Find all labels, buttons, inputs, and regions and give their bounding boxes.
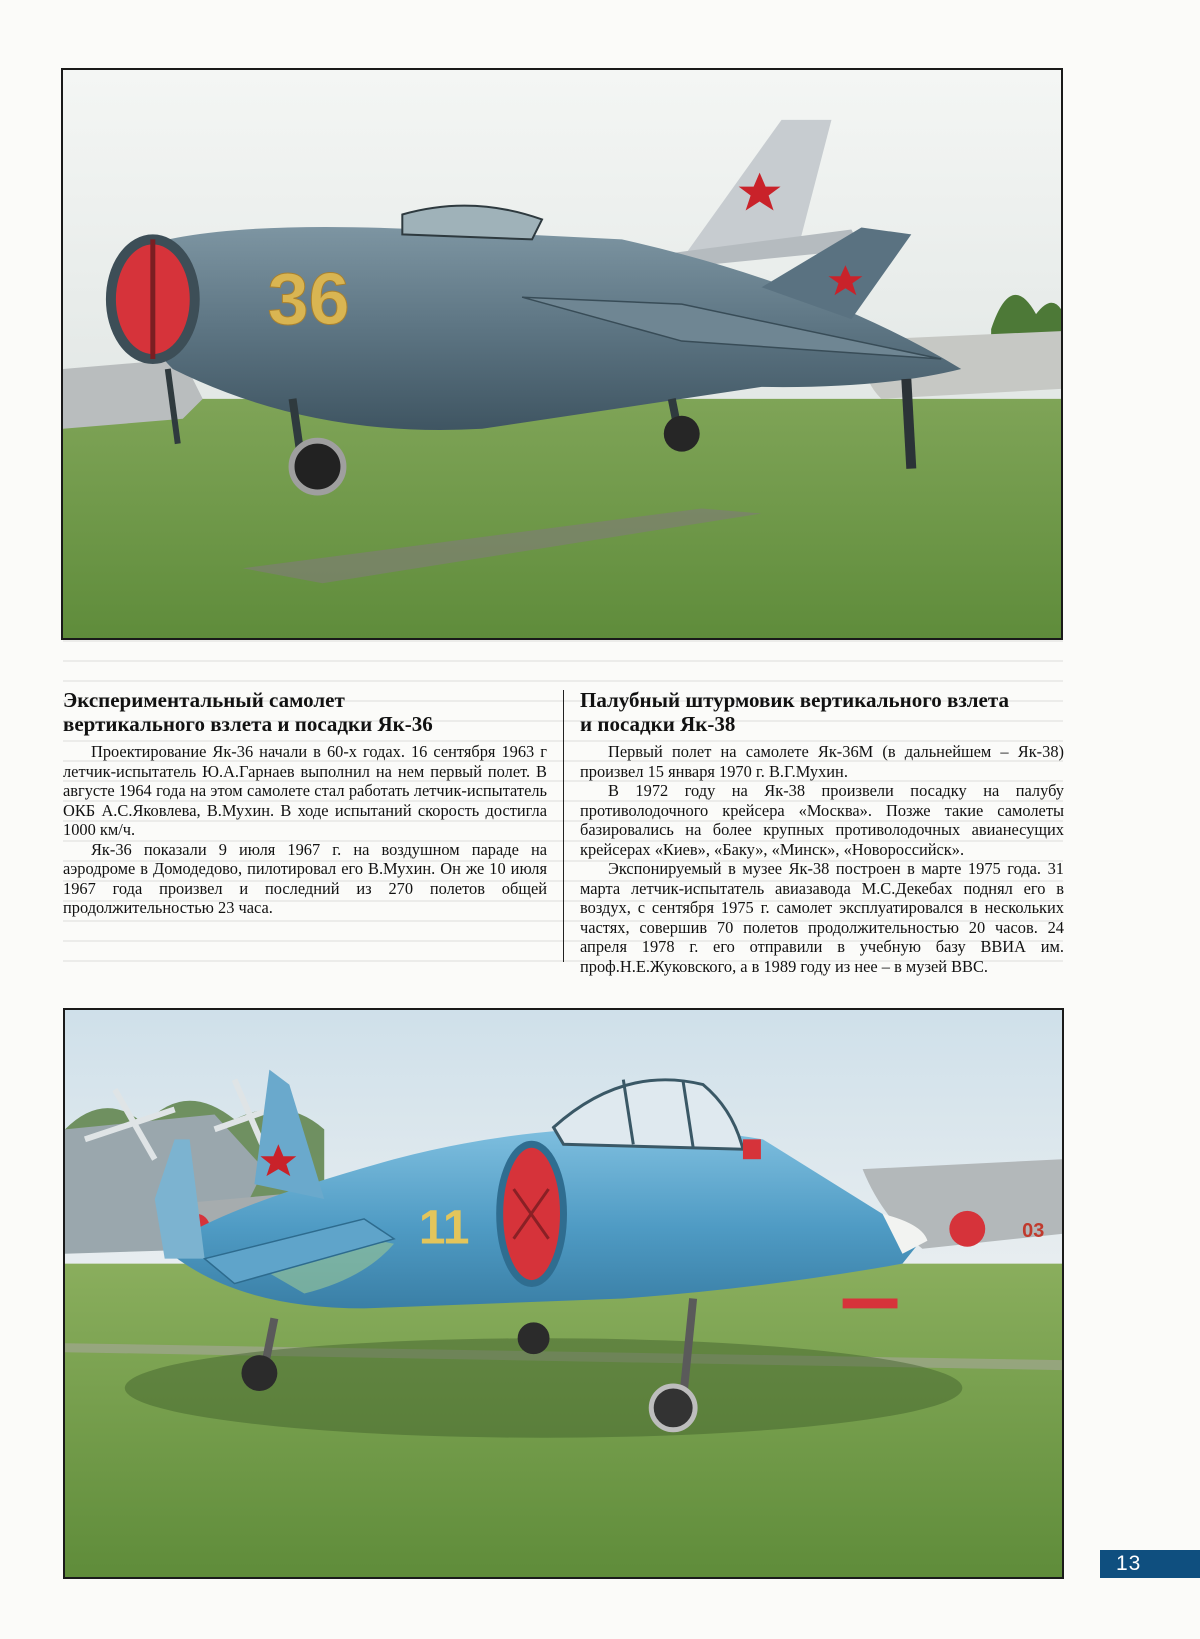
yak-36-illustration [63, 70, 1061, 638]
paragraph: Як-36 показали 9 июля 1967 г. на воздушном параде на аэродроме в Домодедово, пилотировал его В.Мухин. Он же 10 июля 1967 года произвел и последний из 270 полетов общей продолжительностью 23 часа. [63, 839, 547, 917]
main-wheel-2 [518, 1322, 550, 1354]
bg-intake-right [949, 1211, 985, 1247]
paragraph: Экспонируемый в музее Як-38 построен в марте 1975 года. 31 марта летчик-испытатель авиазавода М.С.Декебах поднял его в воздух, с сентября 1975 г. самолет эксплуатировался в нескольких частях, совершив 70 полетов продолжительностью 20 часов. 24 апреля 1978 г. его отправили в учебную базу ВВИА им. проф.Н.Е.Жуковского, а в 1989 году из нее – в музей ВВС. [580, 859, 1064, 976]
paragraph: Первый полет на самолете Як-36М (в дальнейшем – Як-38) произвел 15 января 1970 г. В.Г.Мухин. [580, 742, 1064, 781]
heading-line-2: вертикального взлета и посадки Як-36 [63, 712, 433, 736]
heading-line-1: Палубный штурмовик вертикального взлета [580, 688, 1009, 712]
article-heading [63, 688, 547, 736]
nose-wheel [651, 1386, 695, 1430]
column-divider [563, 690, 564, 962]
yak-38-illustration [65, 1010, 1062, 1577]
tail-number: 36 [267, 257, 350, 341]
paragraph: В 1972 году на Як-38 произвели посадку на палубу противолодочного крейсера «Москва». Позже такие самолеты базировались на более крупных противолодочных авианесущих крейсерах «Киев», «Баку», «Минск», «Новороссийск». [580, 781, 1064, 859]
main-wheel [241, 1355, 277, 1391]
tail-number: 11 [418, 1201, 470, 1255]
paragraph: Проектирование Як-36 начали в 60-х годах. 16 сентября 1963 г летчик-испытатель Ю.А.Гарнаев выполнил на нем первый полет. В августе 1964 года на этом самолете стал работать летчик-испытатель ОКБ А.С.Яковлева, В.Мухин. В ходе испытаний скорость достигла 1000 км/ч. [63, 742, 547, 839]
bg-number-right: 03 [1022, 1219, 1045, 1242]
yak-38-photo [63, 1008, 1064, 1579]
article-heading [580, 688, 1064, 736]
main-wheel [664, 416, 700, 452]
article-yak-38 [580, 688, 1064, 976]
red-pod [843, 1298, 898, 1308]
yak-36-photo [61, 68, 1063, 640]
heading-line-1: Экспериментальный самолет [63, 688, 345, 712]
red-beacon [743, 1139, 761, 1159]
tail-gear [906, 379, 911, 469]
nose-wheel [292, 441, 344, 493]
article-yak-36 [63, 688, 547, 918]
page-number: 13 [1100, 1550, 1200, 1578]
heading-line-2: и посадки Як-38 [580, 712, 736, 736]
